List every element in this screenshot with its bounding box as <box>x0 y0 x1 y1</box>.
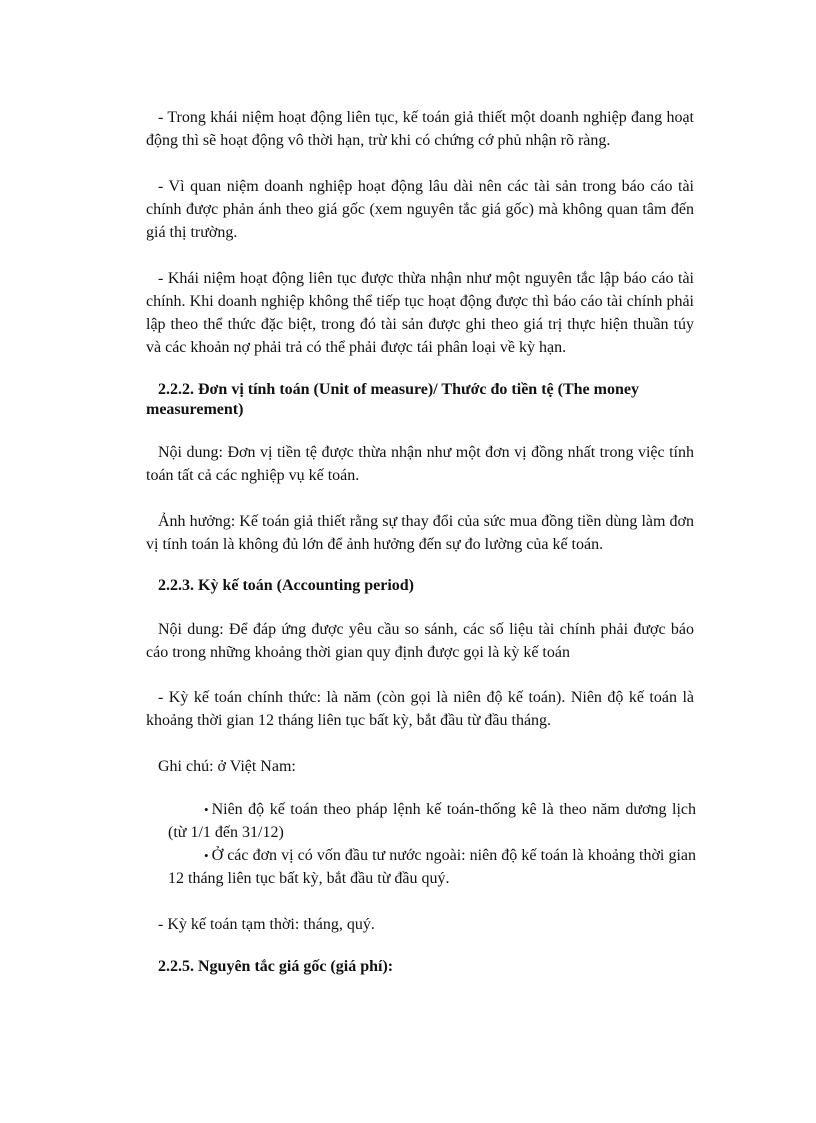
paragraph-historical-cost: - Vì quan niệm doanh nghiệp hoạt động lâu dài nên các tài sản trong báo cáo tài chính được phản ánh theo giá gốc (xem nguyên tắc giá gốc) mà không quan tâm đến giá thị trường. <box>146 178 694 241</box>
heading-unit-of-measure: 2.2.2. Đơn vị tính toán (Unit of measure)/ Thước đo tiền tệ (The money measurement) <box>146 381 639 418</box>
paragraph-unit-content: Nội dung: Đơn vị tiền tệ được thừa nhận như một đơn vị đồng nhất trong việc tính toán tất cả các nghiệp vụ kế toán. <box>146 444 694 484</box>
bullet-icon: • <box>204 802 209 817</box>
heading-accounting-period: 2.2.3. Kỳ kế toán (Accounting period) <box>158 577 414 594</box>
paragraph-unit-impact: Ảnh hưởng: Kế toán giả thiết rằng sự thay đổi của sức mua đồng tiền dùng làm đơn vị tính toán là không đủ lớn để ảnh hưởng đến sự đo lường của kế toán. <box>146 513 694 553</box>
paragraph-going-concern-assumption: - Trong khái niệm hoạt động liên tục, kế toán giả thiết một doanh nghiệp đang hoạt động thì sẽ hoạt động vô thời hạn, trừ khi có chứng cớ phủ nhận rõ ràng. <box>146 109 694 149</box>
paragraph-period-content: Nội dung: Để đáp ứng được yêu cầu so sánh, các số liệu tài chính phải được báo cáo trong những khoảng thời gian quy định được gọi là kỳ kế toán <box>146 621 694 661</box>
bullet-icon: • <box>204 848 209 863</box>
heading-historical-cost-principle: 2.2.5. Nguyên tắc giá gốc (giá phí): <box>158 958 394 975</box>
bullet-item-calendar-year <box>168 798 696 844</box>
bullet-text: Niên độ kế toán theo pháp lệnh kế toán-thống kê là theo năm dương lịch (từ 1/1 đến 31/12) <box>168 801 696 841</box>
bullet-text: Ở các đơn vị có vốn đầu tư nước ngoài: niên độ kế toán là khoảng thời gian 12 tháng liên tục bất kỳ, bắt đầu từ đầu quý. <box>168 847 696 887</box>
paragraph-official-period: - Kỳ kế toán chính thức: là năm (còn gọi là niên độ kế toán). Niên độ kế toán là khoảng thời gian 12 tháng liên tục bất kỳ, bắt đầu từ đầu tháng. <box>146 689 694 729</box>
paragraph-note-vietnam: Ghi chú: ở Việt Nam: <box>158 758 296 775</box>
paragraph-going-concern-principle: - Khái niệm hoạt động liên tục được thừa nhận như một nguyên tắc lập báo cáo tài chính. Khi doanh nghiệp không thể tiếp tục hoạt động được thì báo cáo tài chính phải lập theo thể thức đặc biệt, trong đó tài sản được ghi theo giá trị thực hiện thuần túy và các khoản nợ phải trả có thể phải được tái phân loại về kỳ hạn. <box>146 270 694 356</box>
bullet-list <box>168 798 696 890</box>
bullet-item-foreign-investment <box>168 844 696 890</box>
paragraph-temporary-period: - Kỳ kế toán tạm thời: tháng, quý. <box>158 916 375 933</box>
